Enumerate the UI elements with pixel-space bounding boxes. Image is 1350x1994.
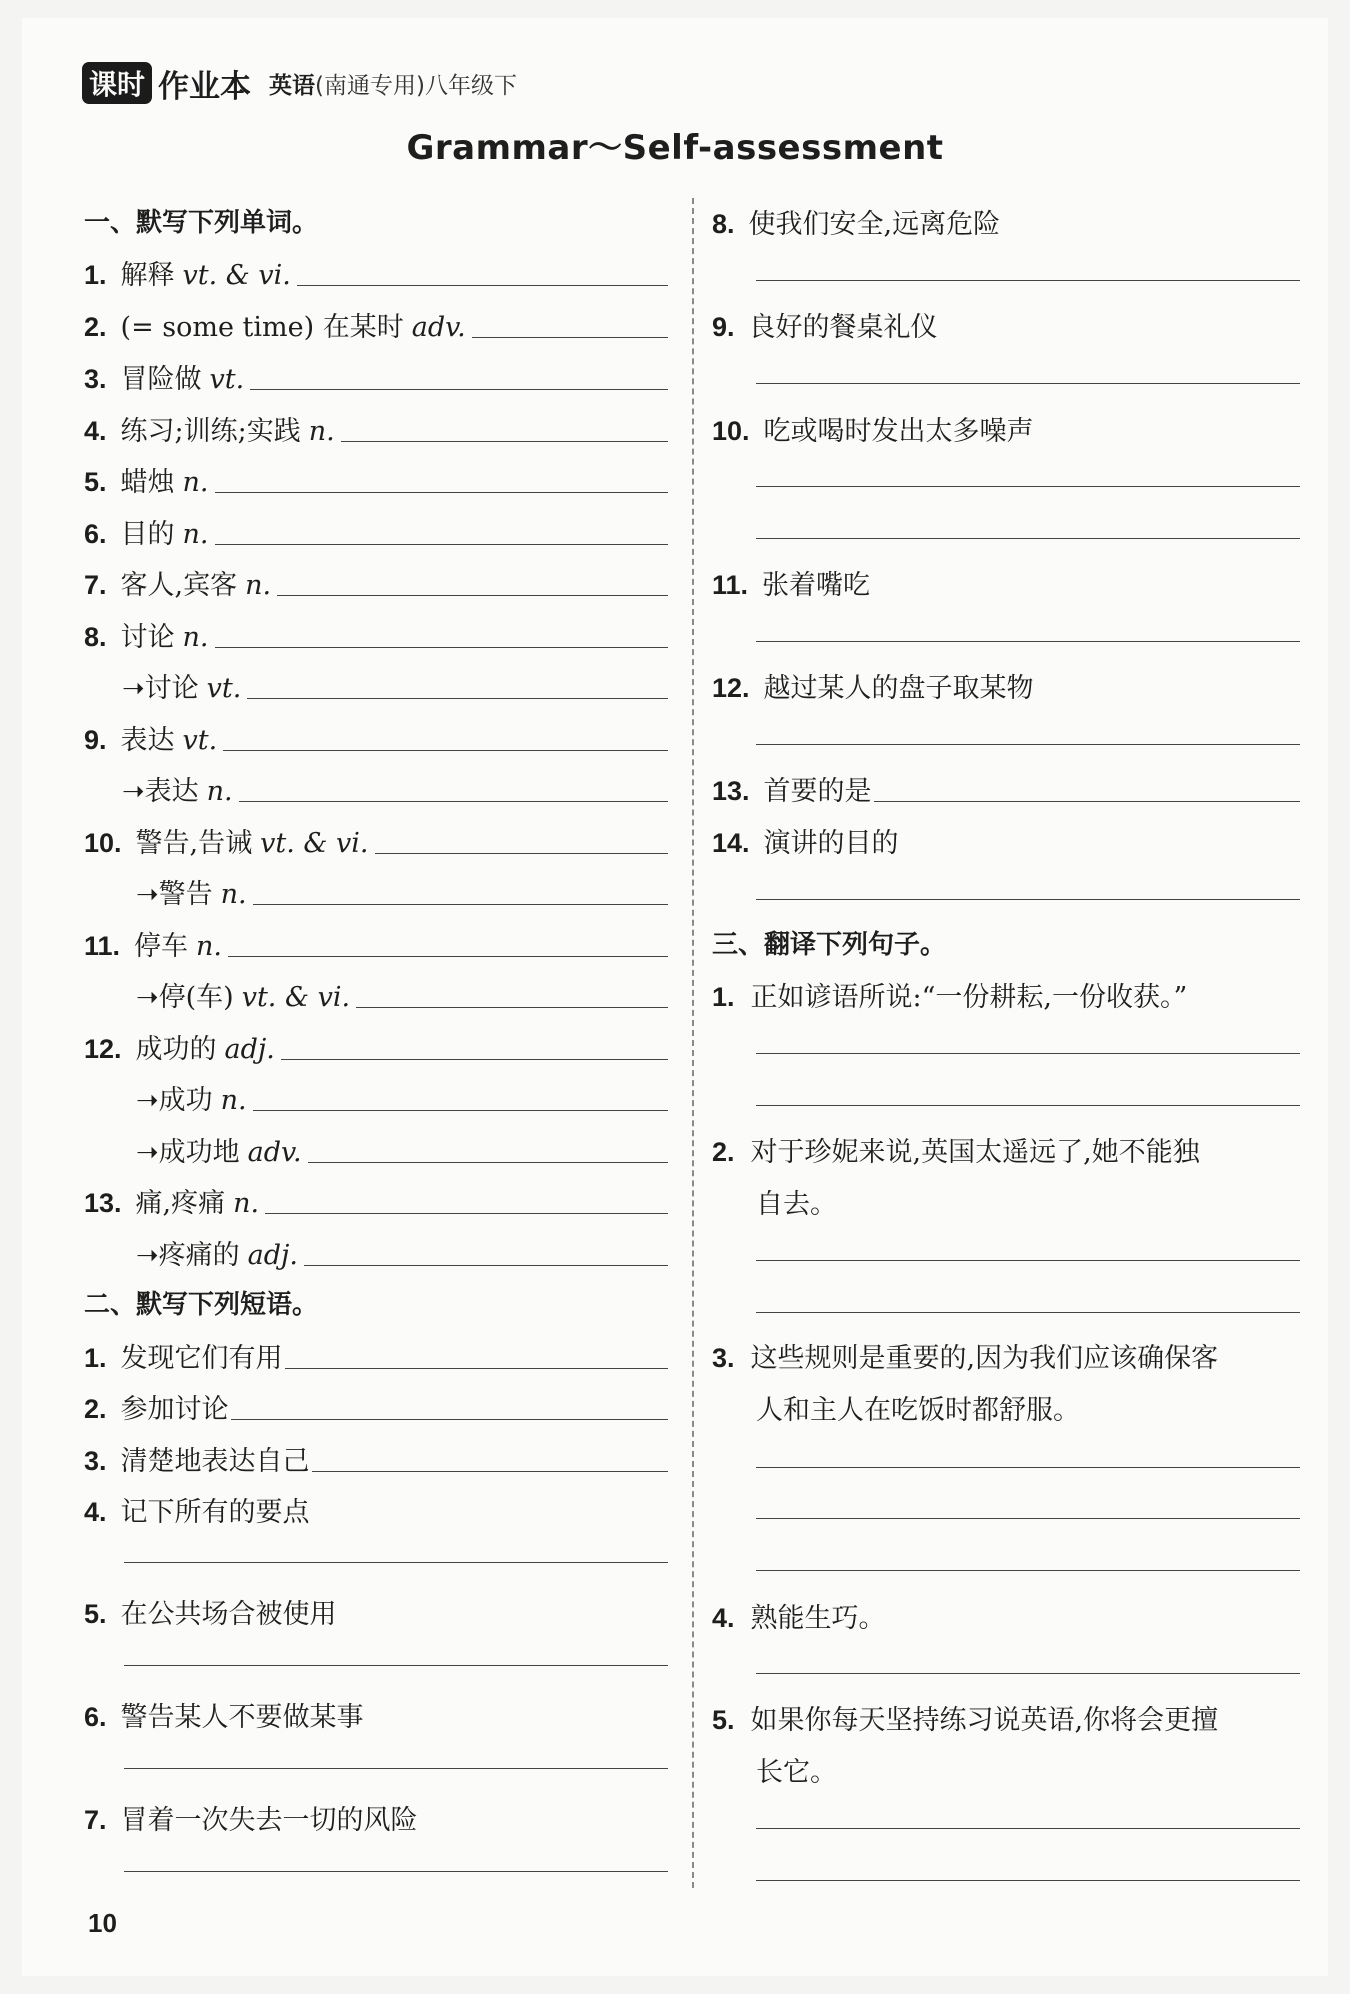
- item-line: [84, 615, 209, 654]
- part-of-speech: adj.: [247, 1240, 298, 1271]
- answer-blank[interactable]: [756, 486, 1300, 487]
- answer-blank[interactable]: [756, 1570, 1300, 1571]
- answer-blank[interactable]: [756, 1312, 1300, 1313]
- answer-blank[interactable]: [472, 337, 668, 338]
- answer-blank[interactable]: [304, 1265, 668, 1266]
- phrase-item: [84, 1592, 337, 1631]
- answer-blank[interactable]: [756, 1518, 1300, 1519]
- sentence-prompt: 熟能生巧。: [750, 1603, 886, 1634]
- item-number: 12.: [712, 673, 750, 703]
- phrase-prompt: 良好的餐桌礼仪: [748, 312, 938, 343]
- item-number: 14.: [712, 828, 750, 858]
- item-meaning: 讨论: [120, 622, 175, 653]
- publisher-logo: 课时: [82, 62, 152, 104]
- part-of-speech: vt. & vi.: [241, 982, 351, 1013]
- answer-blank[interactable]: [285, 1368, 668, 1369]
- answer-blank[interactable]: [874, 801, 1300, 802]
- phrase-prompt: 首要的是: [763, 776, 872, 807]
- item-number: 7.: [84, 1805, 107, 1835]
- item-line: [84, 460, 209, 499]
- section-heading: [84, 202, 318, 239]
- answer-blank[interactable]: [756, 1105, 1300, 1106]
- phrase-prompt: 在公共场合被使用: [120, 1599, 337, 1630]
- phrase-item: [84, 1336, 283, 1375]
- phrase-item: [84, 1695, 364, 1734]
- item-line: [84, 357, 244, 396]
- item-number: 11.: [712, 570, 749, 600]
- phrase-prompt: 冒着一次失去一切的风险: [120, 1805, 418, 1836]
- answer-blank[interactable]: [215, 647, 668, 648]
- phrase-prompt: 清楚地表达自己: [120, 1446, 310, 1477]
- item-number: 2.: [712, 1137, 735, 1167]
- item-number: 9.: [712, 312, 735, 342]
- item-number: 1.: [84, 260, 107, 290]
- answer-blank[interactable]: [756, 383, 1300, 384]
- sentence-line: [712, 975, 1187, 1014]
- column-divider: [692, 198, 694, 1888]
- answer-blank[interactable]: [756, 1673, 1300, 1674]
- answer-blank[interactable]: [124, 1665, 668, 1666]
- answer-blank[interactable]: [228, 956, 668, 957]
- phrase-prompt: 张着嘴吃: [762, 570, 871, 601]
- item-number: 5.: [84, 1599, 107, 1629]
- section-heading: [84, 1284, 318, 1321]
- phrase-prompt: 越过某人的盘子取某物: [763, 673, 1034, 704]
- item-line: [84, 409, 335, 448]
- book-name: 作业本: [158, 68, 252, 105]
- item-line: [84, 718, 217, 757]
- item-number: 7.: [84, 570, 107, 600]
- item-meaning: ➝疼痛的: [136, 1240, 240, 1271]
- answer-blank[interactable]: [756, 1828, 1300, 1829]
- item-number: 1.: [84, 1343, 107, 1373]
- part-of-speech: n.: [182, 622, 209, 653]
- part-of-speech: n.: [245, 570, 272, 601]
- item-number: 2.: [84, 1394, 107, 1424]
- sentence-line: [712, 1596, 886, 1635]
- item-number: 1.: [712, 982, 735, 1012]
- page-title: Grammar～Self-assessment: [406, 128, 944, 168]
- answer-blank[interactable]: [223, 750, 668, 751]
- part-of-speech: n.: [233, 1188, 260, 1219]
- item-meaning: 停车: [134, 931, 189, 962]
- part-of-speech: adv.: [411, 312, 466, 343]
- answer-blank[interactable]: [356, 1007, 668, 1008]
- item-number: 13.: [712, 776, 750, 806]
- item-line: [136, 1130, 302, 1169]
- item-meaning: ➝讨论: [122, 673, 199, 704]
- sentence-line: [712, 1130, 1200, 1169]
- item-line: [84, 253, 291, 292]
- item-line: [84, 563, 271, 602]
- phrase-item: [84, 1387, 229, 1426]
- item-meaning: 痛,疼痛: [135, 1188, 226, 1219]
- section-1-heading: 一、默写下列单词。: [84, 208, 319, 238]
- item-line: [136, 1233, 298, 1272]
- item-line: [136, 975, 350, 1014]
- item-meaning: 目的: [120, 519, 175, 550]
- part-of-speech: n.: [220, 1085, 247, 1116]
- sentence-prompt: 正如谚语所说:“一份耕耘,一份收获。”: [750, 982, 1188, 1013]
- item-line: [84, 924, 222, 963]
- part-of-speech: n.: [196, 931, 223, 962]
- item-number: 11.: [84, 931, 121, 961]
- answer-blank[interactable]: [756, 1053, 1300, 1054]
- answer-blank[interactable]: [247, 698, 668, 699]
- item-line: [84, 1181, 259, 1220]
- item-meaning: 成功的: [135, 1034, 217, 1065]
- item-number: 6.: [84, 519, 107, 549]
- item-meaning: (= some time) 在某时: [120, 312, 404, 343]
- answer-blank[interactable]: [281, 1059, 668, 1060]
- item-number: 4.: [712, 1603, 735, 1633]
- edition-label: (南通专用)八年级下: [315, 72, 517, 99]
- item-line: [122, 769, 233, 808]
- phrase-item: [712, 769, 872, 808]
- answer-blank[interactable]: [312, 1471, 668, 1472]
- item-number: 8.: [84, 622, 107, 652]
- item-number: 8.: [712, 209, 735, 239]
- phrase-prompt: 发现它们有用: [120, 1343, 283, 1374]
- answer-blank[interactable]: [756, 1880, 1300, 1881]
- phrase-prompt: 记下所有的要点: [120, 1497, 310, 1528]
- part-of-speech: n.: [308, 416, 335, 447]
- phrase-item: [84, 1490, 310, 1529]
- item-number: 3.: [712, 1343, 735, 1373]
- answer-blank[interactable]: [239, 801, 668, 802]
- page-header: [82, 60, 517, 106]
- answer-blank[interactable]: [756, 280, 1300, 281]
- item-meaning: 蜡烛: [120, 467, 175, 498]
- item-line: [136, 872, 247, 911]
- phrase-prompt: 警告某人不要做某事: [120, 1702, 364, 1733]
- item-number: 2.: [84, 312, 107, 342]
- sentence-line: [712, 1336, 1218, 1375]
- phrase-prompt: 演讲的目的: [763, 828, 899, 859]
- item-meaning: 解释: [120, 260, 175, 291]
- sentence-line: [712, 1698, 1218, 1737]
- section-3-heading: 三、翻译下列句子。: [712, 930, 947, 960]
- answer-blank[interactable]: [250, 389, 668, 390]
- sentence-prompt: 自去。: [756, 1189, 837, 1220]
- answer-blank[interactable]: [124, 1871, 668, 1872]
- sentence-line: [756, 1182, 837, 1221]
- part-of-speech: vt. & vi.: [182, 260, 291, 291]
- part-of-speech: n.: [182, 519, 209, 550]
- item-meaning: ➝停(车): [136, 982, 234, 1013]
- part-of-speech: vt. & vi.: [260, 828, 369, 859]
- item-meaning: ➝警告: [136, 879, 213, 910]
- part-of-speech: adj.: [224, 1034, 275, 1065]
- section-2-heading: 二、默写下列短语。: [84, 1290, 319, 1320]
- phrase-item: [712, 202, 1000, 241]
- item-meaning: 冒险做: [120, 364, 202, 395]
- answer-blank[interactable]: [756, 538, 1300, 539]
- answer-blank[interactable]: [756, 641, 1300, 642]
- phrase-item: [712, 666, 1034, 705]
- item-number: 9.: [84, 725, 107, 755]
- answer-blank[interactable]: [253, 904, 668, 905]
- sentence-prompt: 对于珍妮来说,英国太遥远了,她不能独: [750, 1137, 1200, 1168]
- phrase-prompt: 参加讨论: [120, 1394, 229, 1425]
- phrase-item: [84, 1439, 310, 1478]
- item-number: 3.: [84, 1446, 107, 1476]
- phrase-item: [712, 563, 870, 602]
- part-of-speech: vt.: [206, 673, 242, 704]
- answer-blank[interactable]: [375, 853, 668, 854]
- part-of-speech: vt.: [182, 725, 218, 756]
- answer-blank[interactable]: [124, 1768, 668, 1769]
- item-number: 5.: [84, 467, 107, 497]
- sentence-prompt: 如果你每天坚持练习说英语,你将会更擅: [750, 1705, 1219, 1736]
- answer-blank[interactable]: [265, 1213, 668, 1214]
- phrase-item: [712, 305, 938, 344]
- answer-blank[interactable]: [297, 285, 668, 286]
- part-of-speech: vt.: [209, 364, 245, 395]
- item-meaning: 客人,宾客: [120, 570, 238, 601]
- part-of-speech: n.: [220, 879, 247, 910]
- phrase-prompt: 吃或喝时发出太多噪声: [763, 416, 1034, 447]
- item-line: [122, 666, 241, 705]
- answer-blank[interactable]: [231, 1419, 668, 1420]
- phrase-item: [712, 821, 899, 860]
- item-line: [84, 1027, 275, 1066]
- answer-blank[interactable]: [756, 744, 1300, 745]
- sentence-prompt: 长它。: [756, 1757, 837, 1788]
- item-line: [84, 305, 466, 344]
- item-meaning: 练习;训练;实践: [120, 416, 301, 447]
- answer-blank[interactable]: [756, 1467, 1300, 1468]
- answer-blank[interactable]: [308, 1162, 668, 1163]
- phrase-item: [84, 1798, 418, 1837]
- phrase-prompt: 使我们安全,远离危险: [748, 209, 1001, 240]
- item-meaning: 警告,告诫: [135, 828, 253, 859]
- item-line: [84, 512, 209, 551]
- item-meaning: ➝成功: [136, 1085, 213, 1116]
- sentence-line: [756, 1388, 1080, 1427]
- item-number: 4.: [84, 416, 107, 446]
- item-number: 13.: [84, 1188, 122, 1218]
- answer-blank[interactable]: [215, 544, 668, 545]
- answer-blank[interactable]: [341, 441, 668, 442]
- subject-name: 英语: [269, 72, 316, 99]
- item-meaning: 表达: [120, 725, 175, 756]
- phrase-item: [712, 409, 1034, 448]
- item-number: 5.: [712, 1705, 735, 1735]
- part-of-speech: n.: [206, 776, 233, 807]
- sentence-prompt: 这些规则是重要的,因为我们应该确保客: [750, 1343, 1219, 1374]
- item-meaning: ➝成功地: [136, 1137, 240, 1168]
- item-number: 3.: [84, 364, 107, 394]
- page-number: 10: [88, 1908, 117, 1938]
- answer-blank[interactable]: [756, 1260, 1300, 1261]
- item-number: 10.: [84, 828, 122, 858]
- item-number: 12.: [84, 1034, 122, 1064]
- part-of-speech: n.: [182, 467, 209, 498]
- sentence-prompt: 人和主人在吃饭时都舒服。: [756, 1395, 1080, 1426]
- part-of-speech: adv.: [247, 1137, 302, 1168]
- answer-blank[interactable]: [277, 595, 668, 596]
- item-meaning: ➝表达: [122, 776, 199, 807]
- answer-blank[interactable]: [756, 899, 1300, 900]
- item-number: 4.: [84, 1497, 107, 1527]
- section-heading: [712, 924, 946, 961]
- answer-blank[interactable]: [124, 1562, 668, 1563]
- item-line: [136, 1078, 247, 1117]
- answer-blank[interactable]: [215, 492, 668, 493]
- sentence-line: [756, 1750, 837, 1789]
- item-number: 10.: [712, 416, 750, 446]
- item-number: 6.: [84, 1702, 107, 1732]
- item-line: [84, 821, 369, 860]
- answer-blank[interactable]: [253, 1110, 668, 1111]
